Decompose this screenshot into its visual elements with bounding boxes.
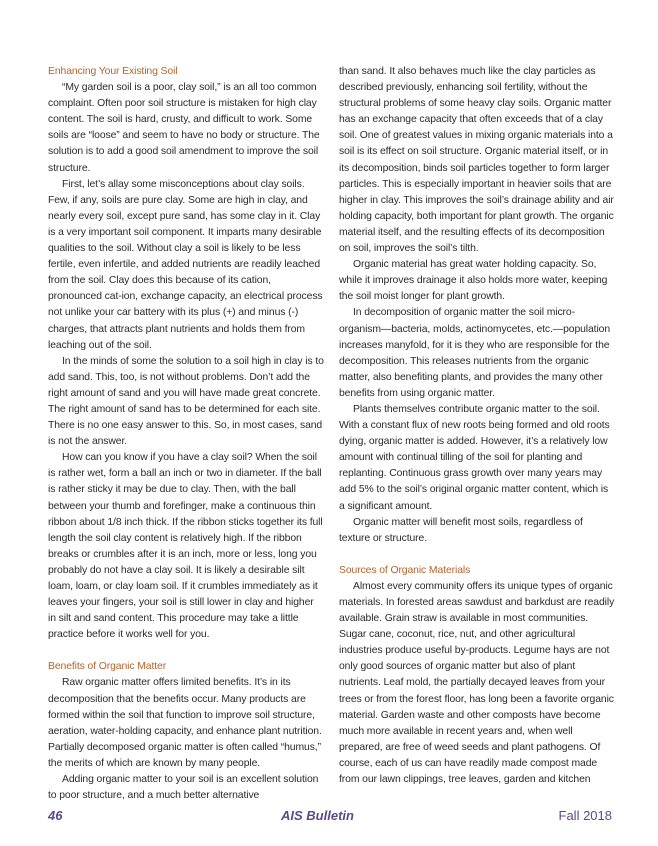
paragraph: In the minds of some the solution to a soil high in clay is to add sand. This, too, is not without problems. Don’t add the right amount of sand and you will have made great concrete. The right amount of sand has to be determined for each site. There is no one easy answer to this. So, in most cases, sand is not the answer. xyxy=(48,355,324,448)
paragraph: How can you know if you have a clay soil? When the soil is rather wet, form a ball an inch or two in diameter. If the ball is rather sticky it may be due to clay. Then, with the ball between your thumb and forefinger, make a continuous thin ribbon about 1/8 inch thick. If the ribbon sticks together its full length the soil clay content is relatively high. If the ribbon breaks or crumbles after it is an inch, more or less, long you probably do not have a clay soil. It is likely a desirable silt loam, loam, or clay loam soil. If it crumbles immediately as it leaves your fingers, your soil is still lower in clay and higher in silt and sand content. This procedure may take a little practice before it works well for you. xyxy=(48,452,323,641)
section-heading-sources: Sources of Organic Materials xyxy=(339,564,471,576)
page-footer xyxy=(48,808,612,828)
paragraph-continuation: than sand. It also behaves much like the clay particles as described previously, enhancing soil fertility, without the structural problems of some heavy clay soils. Organic matter has an exchange capacity that often exceeds that of a clay soil. One of greatest values in mixing organic materials into a soil is its effect on soil structure. Organic material itself, or in its decomposition, binds soil particles together to form larger particles. This is especially important in heavier soils that are higher in clay. This improves the soil’s drainage ability and air holding capacity, both important for plant growth. The organic material itself, and the resulting effects of its decomposition on soil, improves the soil’s tilth. xyxy=(339,66,614,255)
paragraph: “My garden soil is a poor, clay soil,” is an all too common complaint. Often poor soil structure is mistaken for high clay content. The soil is hard, crusty, and difficult to work. Some soils are “loose” and seem to have no body or structure. The solution is to add a good soil amendment to improve the soil structure. xyxy=(48,82,320,174)
paragraph: Raw organic matter offers limited benefits. It’s in its decomposition that the benefits occur. Many products are formed within the soil that function to improve soil structure, aeration, water-holding capacity, and enhance plant nutrition. Partially decomposed organic matter is often called “humus,” the merits of which are known by many people. xyxy=(48,677,322,769)
paragraph: In decomposition of organic matter the soil micro-organism—bacteria, molds, actinomycetes, etc.—population increases manyfold, for it is they who are responsible for the decomposition. This releases nutrients from the organic matter, also benefiting plants, and provides the many other benefits from using organic matter. xyxy=(339,307,611,399)
page-number: 46 xyxy=(48,808,63,823)
paragraph: Plants themselves contribute organic matter to the soil. With a constant flux of new roots being formed and old roots dying, organic matter is added. However, it’s a relatively low amount with continual tilling of the soil for planting and replanting. Continuous grass growth over many years may add 5% to the soil’s original organic matter content, which is a significant amount. xyxy=(339,403,610,512)
section-heading-enhancing-soil: Enhancing Your Existing Soil xyxy=(48,66,178,77)
paragraph: Organic material has great water holding capacity. So, while it improves drainage it also holds more water, keeping the soil moist longer for plant growth. xyxy=(339,259,608,303)
paragraph: First, let’s allay some misconceptions about clay soils. Few, if any, soils are pure clay. Some are high in clay, and nearly every soil, except pure sand, has some clay in it. Clay is a very important soil component. It imparts many desirable qualities to the soil. Without clay a soil is likely to be less fertile, even infertile, and added nutrients are readily leached from the soil. Clay does this because of its cation, pronounced cat-ion, exchange capacity, an electrical process not unlike your car battery with its plus (+) and minus (-) charges, that attracts plant nutrients and holds them from leaching out of the soil. xyxy=(48,178,323,351)
paragraph: Adding organic matter to your soil is an excellent solution to poor structure, and a much better alternative xyxy=(48,774,319,802)
paragraph: Almost every community offers its unique types of organic materials. In forested areas sawdust and barkdust are readily available. Grain straw is available in most communities. Sugar cane, coconut, rice, nut, and other agricultural industries produce useful by-products. Legume hays are not only good sources of organic matter but also of plant nutrients. Leaf mold, the partially decayed leaves from your trees or from the forest floor, has long been a favorite organic material. Garden waste and other composts have become much more available in recent years and, when well prepared, are free of weed seeds and plant pathogens. Of course, each of us can have readily made compost made from our lawn clippings, tree leaves, garden and kitchen xyxy=(339,580,615,786)
left-column xyxy=(48,64,324,804)
section-heading-benefits: Benefits of Organic Matter xyxy=(48,661,167,673)
paragraph: Organic matter will benefit most soils, regardless of texture or structure. xyxy=(339,516,583,544)
right-column xyxy=(339,64,615,788)
issue-date: Fall 2018 xyxy=(558,808,612,823)
publication-title: AIS Bulletin xyxy=(281,808,354,823)
